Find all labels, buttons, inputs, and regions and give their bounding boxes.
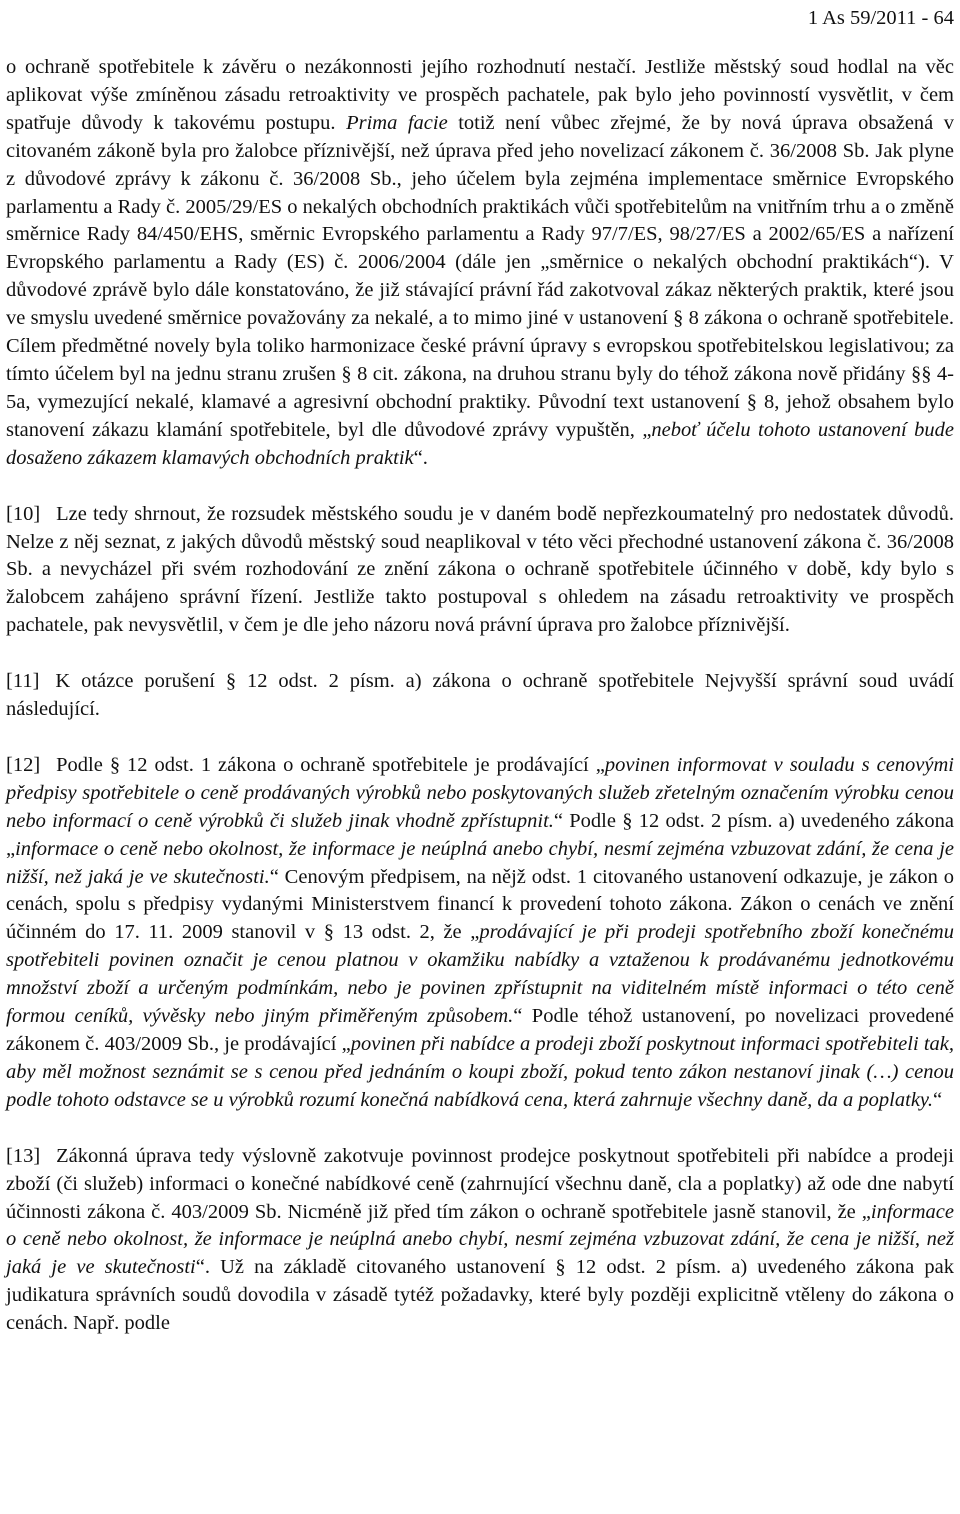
text-segment: “	[933, 1088, 943, 1111]
case-number: 1 As 59/2011 - 64	[807, 7, 954, 29]
paragraph-number: [11]	[6, 670, 40, 693]
text-segment: Lze tedy shrnout, že rozsudek městského soudu je v daném bodě nepřezkoumatelný pro nedostatek důvodů. Nelze z něj seznat, z jakých důvodů městský soud neaplikoval v této věci přechodné ustanovení zákona č. 36/2008 Sb. a nevycházel při svém rozhodování ze znění zákona o ochraně spotřebitele účinného v době, kdy bylo s žalobcem zahájeno správní řízení. Jestliže takto postupoval s ohledem na zásadu retroaktivity ve prospěch pachatele, pak nevysvětlil, v čem je dle jeho názoru nová právní úprava pro žalobce příznivější.	[6, 502, 954, 637]
text-segment: “. Už na základě citovaného ustanovení § 12 odst. 2 písm. a) uvedeného zákona pak judikatura správních soudů dovodila v zásadě tytéž požadavky, které byly později explicitně vtěleny do zákona o cenách. Např. podle	[6, 1256, 954, 1335]
paragraph-12	[6, 752, 954, 1115]
italic-quote: prodávající je při prodeji spotřebního zboží konečnému spotřebiteli povinen označit je cenou platnou v okamžiku nabídky a vztaženou k prodávanému jednotkovému množství zboží a určeným podmínkám, nebo je povinen zpřístupnit na viditelném místě informaci o této ceně formou ceníků, vývěsky nebo jiným přiměřeným způsobem.	[6, 921, 954, 1028]
text-segment: “.	[413, 446, 428, 469]
text-segment: “ Cenovým předpisem, na nějž odst. 1 citovaného ustanovení odkazuje, je zákon o cenách, spolu s předpisy vydanými Ministerstvem financí k provedení tohoto zákona. Zákon o cenách ve znění účinném do 17. 11. 2009 stanovil v § 13 odst. 2, že „	[6, 865, 954, 944]
paragraph-number: [12]	[6, 753, 41, 776]
paragraph-number: [10]	[6, 502, 41, 525]
italic-quote: informace o ceně nebo okolnost, že informace je neúplná anebo chybí, nesmí zejména vzbuzovat zdání, že cena je nižší, než jaká je ve skutečnosti.	[6, 837, 954, 888]
paragraph-10	[6, 501, 954, 641]
paragraph-13	[6, 1143, 954, 1338]
italic-quote: povinen informovat v souladu s cenovými předpisy spotřebitele o ceně prodávaných výrobků nebo poskytovaných služeb zřetelným označením výrobku cenou nebo informací o ceně výrobků či služeb jinak vhodně zpřístupnit.	[6, 753, 954, 832]
italic-quote: povinen při nabídce a prodeji zboží poskytnout informaci spotřebiteli tak, aby měl možnost seznámit se s cenou před jednáním o koupi zboží, pokud tento zákon nestanoví jinak (…) cenou podle tohoto odstavce se u výrobků rozumí konečná nabídková cena, která zahrnuje všechny daně, da a poplatky.	[6, 1033, 955, 1111]
text-segment: o ochraně spotřebitele k závěru o nezákonnosti jejího rozhodnutí nestačí. Jestliže městský soud hodlal na věc aplikovat výše zmíněnou zásadu retroaktivity ve prospěch pachatele, pak bylo jeho povinností vysvětlit, v čem spatřuje důvody k takovému postupu.	[6, 56, 954, 134]
document-body	[6, 54, 954, 1338]
italic-quote: Prima facie	[346, 111, 448, 134]
italic-quote: neboť účelu tohoto ustanovení bude dosaženo zákazem klamavých obchodních praktik	[6, 418, 954, 469]
text-segment: Zákonná úprava tedy výslovně zakotvuje povinnost prodejce poskytnout spotřebiteli při nabídce a prodeji zboží (či služeb) informaci o konečné nabídkové ceně (zahrnující všechnu daně, cla a poplatky) až ode dne nabytí účinnosti zákona č. 403/2009 Sb. Nicméně již před tím zákon o ochraně spotřebitele jasně stanovil, že „	[6, 1144, 954, 1223]
paragraph-continuation	[6, 54, 954, 473]
text-segment: “ Podle § 12 odst. 2 písm. a) uvedeného zákona „	[6, 809, 954, 860]
text-segment: “ Podle téhož ustanovení, po novelizaci provedené zákonem č. 403/2009 Sb., je prodávající „	[6, 1005, 954, 1055]
paragraph-number: [13]	[6, 1144, 41, 1167]
text-segment: totiž není vůbec zřejmé, že by nová úprava obsažená v citovaném zákoně byla pro žalobce příznivější, než úprava před jeho novelizací zákonem č. 36/2008 Sb. Jak plyne z důvodové zprávy k zákonu č. 36/2008 Sb., jeho účelem byla zejména implementace směrnice Evropského parlamentu a Rady č. 2005/29/ES o nekalých obchodních praktikách vůči spotřebitelům na vnitřním trhu a o změně směrnice Rady 84/450/EHS, směrnic Evropského parlamentu a Rady 97/7/ES, 98/27/ES a 2002/65/ES a nařízení Evropského parlamentu a Rady (ES) č. 2006/2004 (dále jen „směrnice o nekalých obchodní praktikách“). V důvodové zprávě bylo dále konstatováno, že již stávající právní řád zakotvoval zákaz některých praktik, které jsou ve smyslu uvedené směrnice považovány za nekalé, a to mimo jiné v ustanovení § 8 zákona o ochraně spotřebitele. Cílem předmětné novely byla toliko harmonizace české právní úpravy s evropskou spotřebitelskou legislativou; za tímto účelem byl na jednu stranu zrušen § 8 cit. zákona, na druhou stranu byly do téhož zákona nově přidány §§ 4-5a, vymezující nekalé, klamavé a agresivní obchodní praktiky. Původní text ustanovení § 8, jehož obsahem bylo stanovení zákazu klamání spotřebitele, byl dle důvodové zprávy vypuštěn, „	[6, 111, 955, 441]
text-segment: K otázce porušení § 12 odst. 2 písm. a) zákona o ochraně spotřebitele Nejvyšší správní soud uvádí následující.	[6, 670, 954, 721]
text-segment: Podle § 12 odst. 1 zákona o ochraně spotřebitele je prodávající „	[56, 753, 605, 776]
italic-quote: informace o ceně nebo okolnost, že informace je neúplná anebo chybí, nesmí zejména vzbuzovat zdání, že cena je nižší, než jaká je ve skutečnosti	[6, 1200, 954, 1279]
paragraph-11	[6, 668, 954, 724]
